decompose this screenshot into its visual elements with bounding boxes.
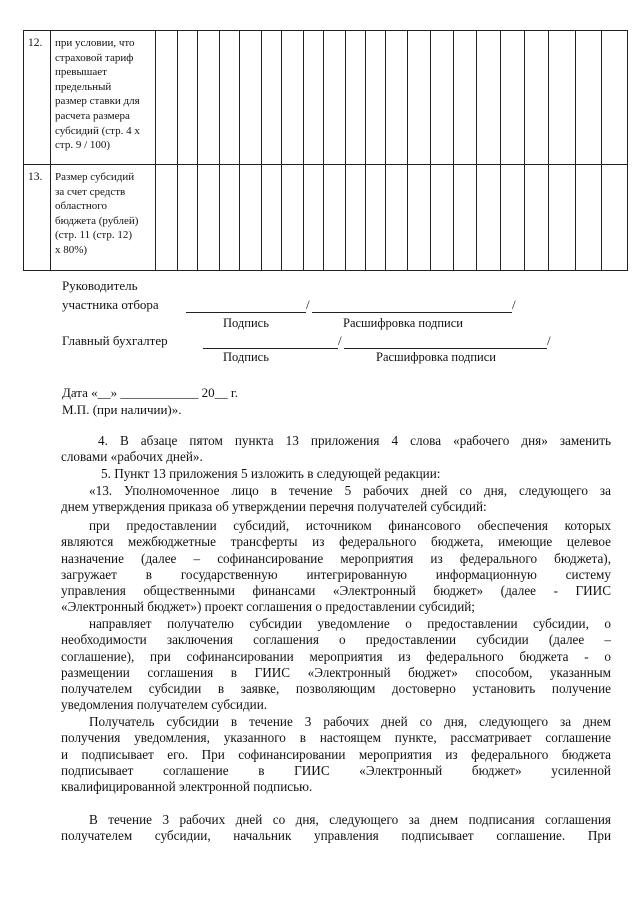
head-title: Руководитель	[62, 278, 138, 293]
paragraph-5: 5. Пункт 13 приложения 5 изложить в следующей редакции:	[101, 466, 441, 481]
head-signature-line	[186, 312, 306, 313]
accountant-title: Главный бухгалтер	[62, 333, 168, 348]
table-row-13	[24, 165, 628, 271]
signature-caption: Подпись	[223, 350, 269, 364]
date-line: Дата «__» ____________ 20__ г.	[62, 385, 239, 400]
paragraph-13: «13. Уполномоченное лицо в течение 5 рабочих дней со дня, следующего за днем утверждения приказа об утверждении перечня получателей субсидий:	[61, 483, 611, 515]
table-row-12	[24, 31, 628, 165]
row-description: при условии, что страховой тариф превышает предельный размер ставки для расчета размера субсидий (стр. 4 х стр. 9 / 100)	[51, 31, 156, 165]
decoding-caption: Расшифровка подписи	[343, 316, 463, 330]
row-number: 13.	[24, 165, 51, 271]
paragraph-signing: В течение 3 рабочих дней со дня, следующего за днем подписания соглашения получателем субсидии, начальник управления подписывает соглашение. При	[61, 812, 611, 844]
row-description: Размер субсидий за счет средств областного бюджета (рублей) (стр. 11 (стр. 12) х 80%)	[51, 165, 156, 271]
paragraph-provision: при предоставлении субсидий, источником финансового обеспечения которых являются межбюджетные трансферты из федерального бюджета, имеющие целевое назначение (далее – софинансирование мероприятия из федерального бюджета), загружает в государственную интегрированную информационную систему управления общественными финансами «Электронный бюджет» (далее - ГИИС «Электронный бюджет») проект соглашения о предоставлении субсидий;	[61, 518, 611, 615]
seal-note: М.П. (при наличии)».	[62, 402, 182, 417]
data-table	[23, 30, 628, 271]
head-decoding-line	[312, 312, 512, 313]
signature-caption: Подпись	[223, 316, 269, 330]
participant-title: участника отбора	[62, 297, 159, 312]
paragraph-notification: направляет получателю субсидии уведомление о предоставлении субсидии, о необходимости заключения соглашения о предоставлении субсидии (далее – соглашение), при софинансировании мероприятия из федерального бюджета - о размещении соглашения в ГИИС «Электронный бюджет» способом, указанным получателем субсидии в заявке, позволяющим достоверно установить получение уведомления получателем субсидии.	[61, 616, 611, 713]
paragraph-4: 4. В абзаце пятом пункта 13 приложения 4 слова «рабочего дня» заменить словами «рабочих дней».	[61, 433, 611, 465]
decoding-caption: Расшифровка подписи	[376, 350, 496, 364]
row-number: 12.	[24, 31, 51, 165]
accountant-signature-line	[203, 348, 338, 349]
accountant-decoding-line	[344, 348, 547, 349]
paragraph-recipient: Получатель субсидии в течение 3 рабочих дней со дня, следующего за днем получения уведомления, указанного в настоящем пункте, рассматривает соглашение и подписывает его. При софинансировании мероприятия из федерального бюджета подписывает соглашение в ГИИС «Электронный бюджет» усиленной квалифицированной электронной подписью.	[61, 714, 611, 795]
